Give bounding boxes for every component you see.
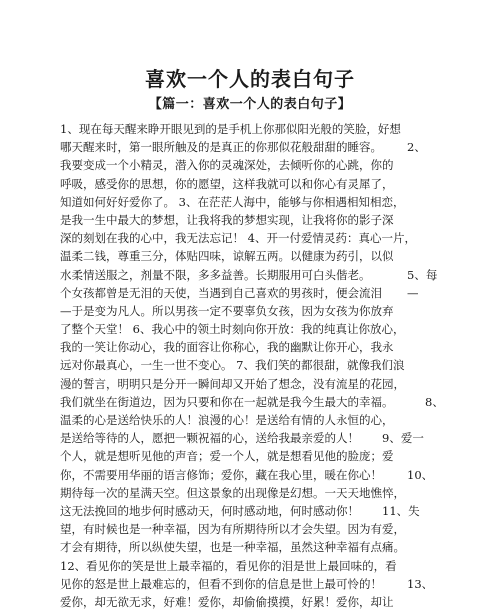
text-line [60,193,500,211]
text-line-trailing: 8、 [425,394,444,409]
text-line-main: 呼吸，感受你的思想，你的愿望，这样我就可以和你心有灵犀了， [60,176,394,191]
text-line-trailing: — [407,285,419,300]
text-line-main: 深的刻划在我的心中，我无法忘记！ 4、开一付爱情灵药：真心一片， [60,231,416,246]
text-line-trailing: 11、失 [382,503,420,518]
text-line [60,302,500,320]
text-line [60,284,500,302]
text-line [60,211,500,229]
text-line [60,502,500,520]
text-line [60,375,500,393]
text-line-main: 期待每一次的星满天空。但这景象的出现像是幻想。一天天地憔悴， [60,485,405,500]
text-line [60,247,500,265]
text-line [60,229,500,247]
text-line [60,429,500,447]
text-line [60,593,500,611]
text-line [60,156,500,174]
text-line-main: 我们就坐在街道边，因为只要和你在一起就是我今生最大的幸福。 [60,394,394,409]
text-line-main: 是我一生中最大的梦想，让我将我的梦想实现，让我将你的影子深 [60,212,394,227]
text-line [60,484,500,502]
text-line-trailing: 9、爱一 [382,431,424,446]
text-line-trailing: 2、 [407,140,426,155]
text-line-trailing: 10、 [407,467,434,482]
text-line-main: 1、现在每天醒来睁开眼见到的是手机上你那似阳光般的笑脸，好想 [60,122,401,136]
text-line-main: 你，不需要用华丽的语言修饰；爱你，藏在我心里，暖在你心！ [60,467,382,482]
text-line-main: 我的一笑让你动心，我的面容让你称心，我的幽默让你开心，我永 [60,340,394,355]
text-line-main: 温柔二钱，尊重三分，体贴四味，谅解五两。以健康为药引，以似 [60,249,394,264]
text-line [60,120,500,138]
text-line-main: 12、看见你的笑是世上最幸福的，看见你的泪是世上最回味的，看 [60,558,397,573]
text-line-main: 个女孩都曾是无泪的天使，当遇到自己喜欢的男孩时，便会流泪 [60,285,382,300]
text-line-main: 远对你最真心，一生一世不变心。 7、我们笑的都很甜，就像我们浪 [60,358,405,373]
text-line-main: 水柔情送服之，剂量不限，多多益善。长期服用可白头偕老。 [60,267,371,282]
text-line-trailing: 5、每 [407,267,438,282]
text-line-main: 见你的怒是世上最难忘的，但看不到你的信息是世上最可怜的！ [60,576,382,591]
document-body [60,120,500,611]
text-line-main: 了整个天堂！ 6、我心中的领土时刻向你开放：我的纯真让你放心， [60,322,405,337]
text-line [60,356,500,374]
text-line [60,538,500,556]
text-line-main: 个人，就是想听见他的声音；爱一个人，就是想看见他的脸庞；爱 [60,449,394,464]
text-line [60,266,500,284]
text-line [60,320,500,338]
text-line-main: 知道如何好好爱你了。 3、在茫茫人海中，能够与你相遇相知相恋， [60,194,405,209]
text-line [60,338,500,356]
text-line [60,575,500,593]
text-line [60,466,500,484]
text-line-main: 才会有期待，所以纵使失望，也是一种幸福，虽然这种幸福有点痛。 [60,540,405,555]
text-line-main: 漫的誓言，明明只是分开一瞬间却又开始了想念，没有流星的花园， [60,376,405,391]
text-line-main: 温柔的心是送给快乐的人！浪漫的心！是送给有情的人永恒的心， [60,413,394,427]
section-heading: 【篇一：喜欢一个人的表白句子】 [148,97,352,112]
text-line-trailing: 13、 [407,576,434,591]
page-title: 喜欢一个人的表白句子 [145,67,355,91]
text-line-main: —于是变为凡人。所以男孩一定不要辜负女孩，因为女孩为你放弃 [60,303,394,318]
text-line-main: 哪天醒来时，第一眼所触及的是真正的你那似花般甜甜的睡容。 [60,140,382,155]
text-line [60,393,500,411]
text-line [60,520,500,538]
text-line-main: 我要变成一个小精灵，潜入你的灵魂深处，去倾听你的心跳，你的 [60,158,394,173]
text-line [60,175,500,193]
text-line [60,138,500,156]
text-line [60,447,500,465]
text-line-main: 望，有时候也是一种幸福，因为有所期待所以才会失望。因为有爱， [60,522,405,537]
text-line-main: 是送给等待的人，愿把一颗祝福的心，送给我最亲爱的人！ [60,431,359,446]
text-line-main: 爱你，却无欲无求，好难！爱你，却偷偷摸摸，好累！爱你，却让 [60,594,394,609]
text-line [60,411,500,429]
text-line-main: 这无法挽回的地步何时感动天，何时感动地，何时感动你！ [60,503,359,518]
